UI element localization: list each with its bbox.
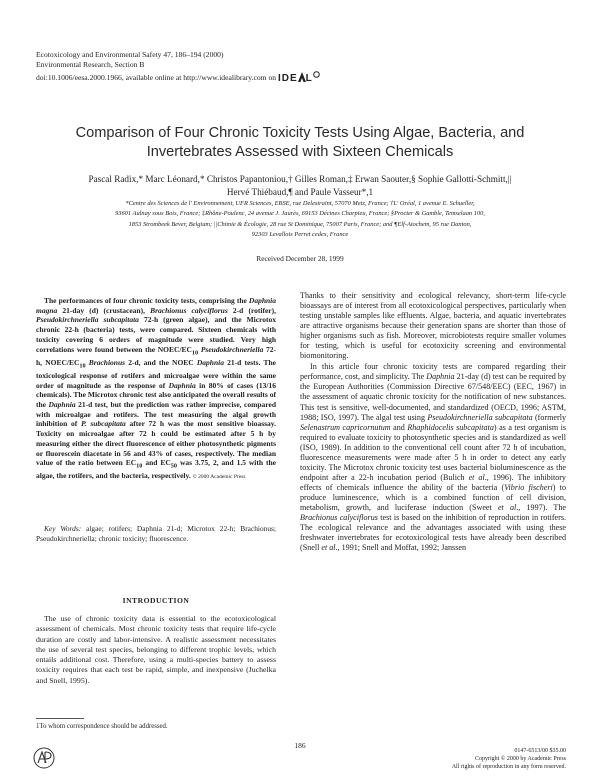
- affiliations: [44, 199, 556, 241]
- footnote-rule: [36, 718, 84, 719]
- page-number: 186: [294, 741, 306, 750]
- key-words-text: algae; rotifers; Daphnia 21-d; Microtox 22-h; Brachionus; Pseudokirchneriella; chronic toxicity; fluorescence.: [36, 524, 276, 543]
- title-line-1: Comparison of Four Chronic Toxicity Tests Using Algae, Bacteria, and: [75, 125, 525, 141]
- right-column: [300, 291, 566, 554]
- footnote: 1To whom correspondence should be addressed.: [36, 723, 168, 730]
- affil-line-1: *Centre des Sciences de l' Environnement, UFR Sciences, EBSE, rue Delestraint, 57070 Metz, France; †L' Oréal, 1 avenue E. Schueller,: [125, 200, 475, 207]
- section-line: Environmental Research, Section B: [36, 60, 145, 70]
- received-date: Received December 28, 1999: [256, 254, 344, 263]
- rights-line: All rights of reproduction in any form reserved.: [451, 763, 566, 770]
- ideal-logo: IDE L: [278, 71, 320, 84]
- abstract-copyright: © 2000 Academic Press: [192, 474, 246, 481]
- copyright-line: Copyright © 2000 by Academic Press: [474, 755, 566, 762]
- affil-line-2: 93601 Aulnay sous Bois, France; ‡Rhône-Poulenc, 24 avenue J. Jaurès, 69153 Décines Charpieu, France; §Procter & Gamble, Temselaan 100,: [115, 210, 485, 218]
- key-words-label: Key Words:: [44, 524, 82, 533]
- authors-line-2: Hervé Thiébaud,¶ and Paule Vasseur*,1: [226, 186, 374, 197]
- doi-line: [36, 71, 320, 84]
- key-words: [36, 524, 276, 543]
- title-line-2: Invertebrates Assessed with Sixteen Chemicals: [146, 144, 454, 160]
- publisher-info: [400, 748, 566, 771]
- affil-line-3: 1853 Strombeek Bever, Belgium; ||Chimie & Écologie, 28 rue St Dominique, 75007 Paris, France; and ¶Elf-Atochem, 95 rue Danton,: [128, 220, 472, 228]
- price-line: 0147-6513/00 $35.00: [514, 748, 566, 754]
- author-list: [40, 173, 560, 198]
- academic-press-logo-icon: [33, 747, 55, 774]
- journal-line: Ecotoxicology and Environmental Safety 47, 186–194 (2000): [36, 50, 224, 59]
- col2-paragraph-2: In this article four chronic toxicity tests are compared regarding their performance, cost, and simplicity. The Daphnia 21-day (d) test can be required by the European Authorities (Commission Directive 67/548/EEC) (EEC, 1967) in the assessment of aquatic chronic toxicity for the notification of new substances. This test is sensitive, well-documented, and standardized (OECD, 1996; ASTM, 1988; ISO, 1997). The algal test using Pseudokirchneriella subcapitata (formerly Selenastrum capricornutum and Rhaphidocelis subcapitata) as a test organism is required to evaluate toxicity to photosynthetic species and is standardized as well (ISO, 1989). In addition to the conventional cell count after 72 h of incubation, fluorescence measurements were made after 5 h in order to detect any early toxicity. The Microtox chronic toxicity test uses bacterial bioluminescence as the endpoint after a 22-h incubation period (Bulich et al., 1996). The inhibitory effects of chemicals influence the ability of the bacteria (Vibrio fischeri) to produce luminescence, which is a combined function of cell division, metabolism, growth, and luciferase induction (Sweet et al., 1997). The Brachionus calyciflorus test is based on the inhibition of reproduction in rotifers. The ecological relevance and the advantages associated with using these freshwater invertebrates for ecotoxicological tests have already been described (Snell et al., 1991; Snell and Moffat, 1992; Janssen: [300, 362, 567, 553]
- col2-paragraph-1: Thanks to their sensitivity and ecological relevancy, short-term life-cycle bioassays are of interest from all ecotoxicological perspectives, particularly when testing unstable samples like effluents. Algae, bacteria, and aquatic invertebrates are attractive organisms because their generation spans are shorter than those of higher organisms such as fish. Moreover, microbiotests require smaller volumes for testing, which is useful for ecotoxicity screening and environmental biomonitoring.: [300, 291, 566, 361]
- journal-header: [36, 50, 320, 84]
- authors-line-1: Pascal Radix,* Marc Léonard,* Christos Papantoniou,† Gilles Roman,‡ Erwan Saouter,§ Sophie Gallotti-Schmitt,||: [88, 174, 512, 184]
- doi-text: doi:10.1006/eesa.2000.1966, available online at http://www.idealibrary.com on: [36, 72, 277, 82]
- article-title: [20, 124, 580, 162]
- abstract: The performances of four chronic toxicity tests, comprising the Daphnia magna 21-day (d) (crustacean), Brachionus calyciflorus 2-d (rotifer), Pseudokirchneriella subcapitata 72-h (green algae), and the Microtox chronic 22-h (bacteria) tests, were compared. Sixteen chemicals with toxicity covering 6 orders of magnitude were studied. Very high correlations were found between the NOEC/$EC_{10}$ Pseudokirchneriella 72-h, NOEC/$EC_{10}$ Brachionus 2-d, and the NOEC Daphnia 21-d tests. The toxicological response of rotifers and microalgae were within the same order of magnitude as the response of Daphnia in 80% of cases (13/16 chemicals). The Microtox chronic test also anticipated the overall results of the Daphnia 21-d test, but the prediction was rather imprecise, compared with microalgae and rotifers. The test measuring the algal growth inhibition of P. subcapitata after 72 h was the most sensitive bioassay. Toxicity on microalgae after 72 h could be estimated after 5 h by measuring either the direct fluorescence of either photosynthetic pigments or fluorescein diacetate in 56 and 43% of cases, respectively. The median value of the ratio between $EC_{10}$ and $EC_{50}$ was 3.75, 2, and 1.5 with the algae, the rotifers, and the bacteria, respectively. © 2000 Academic Press: [36, 296, 277, 481]
- affil-line-4: 92303 Levallois Perret cedex, France: [251, 231, 349, 239]
- intro-heading: INTRODUCTION: [122, 596, 190, 605]
- intro-paragraph: The use of chronic toxicity data is essential to the ecotoxicological assessment of chemicals. Most chronic toxicity tests that require life-cycle duration are costly and labor-intensive. A realistic assessment necessitates the use of several test species, belonging to different trophic levels, which entails additional cost. Therefore, using a multi-species battery to assess toxicity requires that each test be rapid, simple, and inexpensive (Juchelka and Snell, 1995).: [36, 614, 276, 685]
